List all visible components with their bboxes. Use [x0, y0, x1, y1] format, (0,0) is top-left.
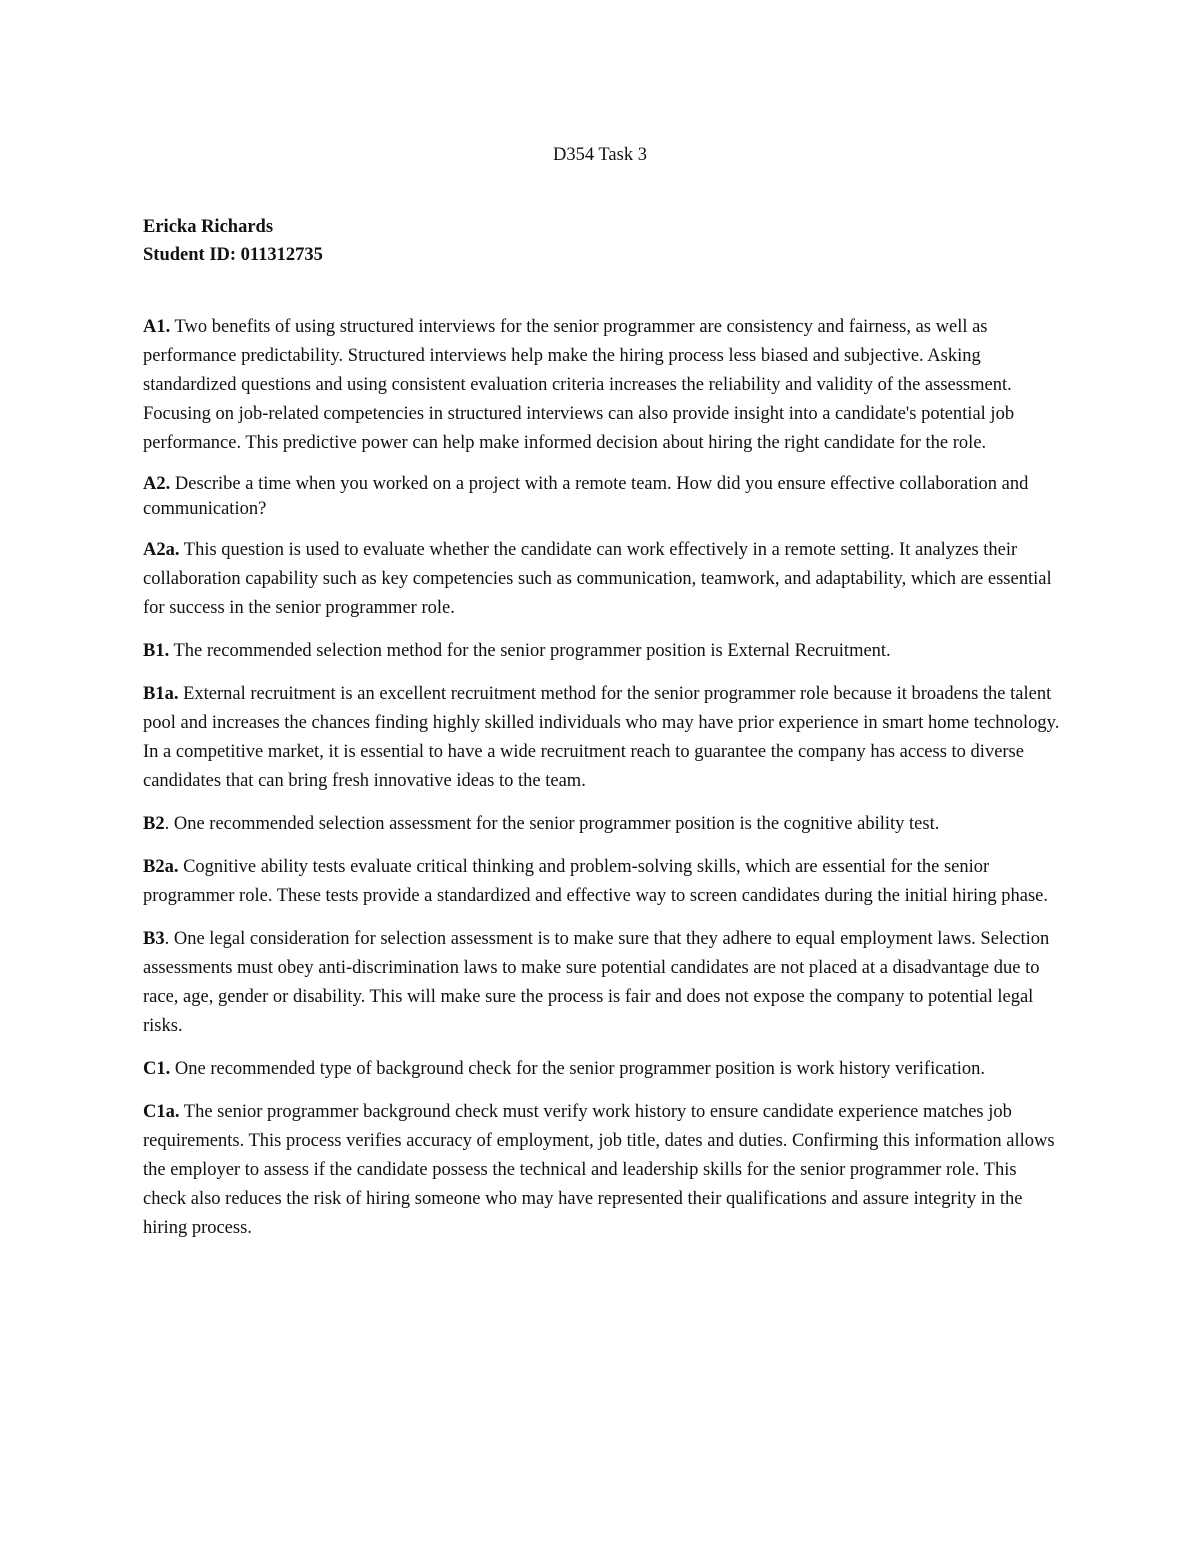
author-name: Ericka Richards [143, 217, 274, 237]
section-label: C1a. [143, 1102, 180, 1122]
section-label: B2a. [143, 857, 179, 877]
section-a2a [143, 536, 1061, 623]
section-label: B3 [143, 929, 165, 949]
section-b2a [143, 853, 1061, 911]
section-b1 [143, 637, 1061, 666]
section-b1a [143, 680, 1061, 796]
section-text: The senior programmer background check must verify work history to ensure candidate experience matches job requirements. This process verifies accuracy of employment, job title, dates and duties. Confirming this information allows the employer to assess if the candidate possess the technical and leadership skills for the senior programmer role. This check also reduces the risk of hiring someone who may have represented their qualifications and assure integrity in the hiring process. [143, 1102, 1055, 1238]
section-text: One recommended type of background check for the senior programmer position is work history verification. [170, 1059, 986, 1079]
section-a1 [143, 313, 1061, 458]
section-text: Cognitive ability tests evaluate critical thinking and problem-solving skills, which are essential for the senior programmer role. These tests provide a standardized and effective way to screen candidates during the initial hiring phase. [143, 857, 1048, 906]
section-text: . One legal consideration for selection assessment is to make sure that they adhere to equal employment laws. Selection assessments must obey anti-discrimination laws to make sure potential candidates are not placed at a disadvantage due to race, age, gender or disability. This will make sure the process is fair and does not expose the company to potential legal risks. [143, 929, 1050, 1036]
section-text: The recommended selection method for the senior programmer position is External Recruitment. [169, 641, 891, 661]
section-c1 [143, 1055, 1061, 1084]
section-label: A1. [143, 317, 171, 337]
author-block [143, 213, 1063, 269]
section-label: C1. [143, 1059, 171, 1079]
section-b3 [143, 925, 1061, 1041]
document-body [143, 313, 1061, 1257]
document-title: D354 Task 3 [553, 145, 647, 165]
section-a2 [143, 472, 1061, 522]
section-label: B1a. [143, 684, 179, 704]
section-text: . One recommended selection assessment for the senior programmer position is the cognitive ability test. [164, 814, 940, 834]
section-text: External recruitment is an excellent recruitment method for the senior programmer role because it broadens the talent pool and increases the chances finding highly skilled individuals who may have prior experience in smart home technology. In a competitive market, it is essential to have a wide recruitment reach to guarantee the company has access to diverse candidates that can bring fresh innovative ideas to the team. [143, 684, 1060, 791]
section-label: A2a. [143, 540, 180, 560]
section-text: Describe a time when you worked on a project with a remote team. How did you ensure effective collaboration and communication? [143, 474, 1029, 519]
section-label: B2 [143, 814, 165, 834]
section-text: This question is used to evaluate whether the candidate can work effectively in a remote setting. It analyzes their collaboration capability such as key competencies such as communication, teamwork, and adaptability, which are essential for success in the senior programmer role. [143, 540, 1052, 618]
section-b2 [143, 810, 1061, 839]
section-text: Two benefits of using structured interviews for the senior programmer are consistency and fairness, as well as performance predictability. Structured interviews help make the hiring process less biased and subjective. Asking standardized questions and using consistent evaluation criteria increases the reliability and validity of the assessment. Focusing on job-related competencies in structured interviews can also provide insight into a candidate's potential job performance. This predictive power can help make informed decision about hiring the right candidate for the role. [143, 317, 1015, 453]
section-label: A2. [143, 474, 171, 494]
student-id: Student ID: 011312735 [143, 245, 323, 265]
section-c1a [143, 1098, 1061, 1243]
section-label: B1. [143, 641, 170, 661]
